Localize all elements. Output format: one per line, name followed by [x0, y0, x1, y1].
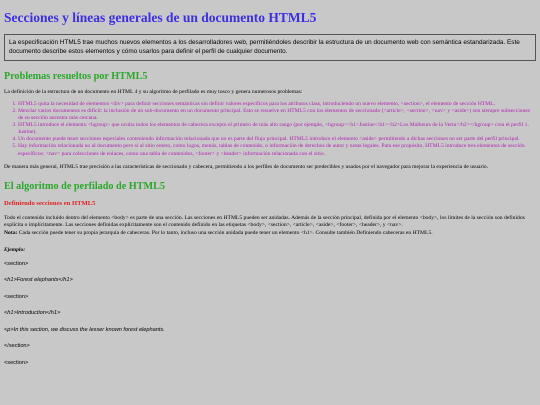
sections-subheading: Definiendo secciones en HTML5: [4, 200, 96, 208]
algorithm-heading: El algoritmo de perfilado de HTML5: [4, 181, 166, 193]
list-item: 3. HTML5 introduce el elemento <hgroup> que oculta todos los elementos de cabecera excepto el primero de más alto rango (por ejemplo, <hgroup><h1>Justine</h1><h2>Los Malheurs de la Vertu</h2></hgroup> crea el perfil 1. Justine).: [18, 122, 536, 136]
problems-heading: Problemas resueltos por HTML5: [4, 71, 148, 83]
sections-paragraph: [4, 215, 536, 237]
code-line: <section>: [4, 293, 29, 300]
note-label: Nota:: [4, 229, 18, 236]
code-line: <h1>Introduction</h1>: [4, 310, 61, 317]
page-title: Secciones y líneas generales de un documento HTML5: [4, 10, 317, 25]
note-text: Cada sección puede tener su propia jerarquía de cabeceras. Por lo tanto, incluso una sección anidada puede tener un elemento <h1>. Consulte también Definiendo cabeceras en HTML5.: [17, 229, 433, 236]
list-item: 4. Un documento puede tener secciones especiales conteniendo información relacionada que no es parte del flujo principal. HTML5 introduce el elemento <aside> permitiendo a dichas secciones no ser parte del perfil principal.: [18, 136, 536, 143]
example-label: Ejemplo:: [4, 246, 26, 253]
problems-lead: La definición de la estructura de un documento en HTML 4 y su algoritmo de perfilado es muy tosco y genera numerosos problemas:: [4, 89, 303, 96]
sections-text: Todo el contenido incluido dentro del elemento <body> es parte de una sección. Las secciones en HTML5 pueden ser anidadas. Además de la sección principal, definida por el elemento <body>, los límites de la sección son definidos explícita o implícitamente. Las secciones definidas explícitamente son el contenido definido en las etiquetas <body>, <section>, <article>, <aside>, <footer>, <header>, y <nav>.: [4, 215, 525, 229]
code-line: <p>In this section, we discuss the lesser known forest elephants.: [4, 326, 165, 333]
code-line: </section>: [4, 343, 30, 350]
intro-summary-box: La especificación HTML5 trae muchos nuevos elementos a los desarrolladores web, permitiéndoles describir la estructura de un documento web con semántica estandarizada. Este documento describe estos elementos y cómo usarlos para definir el perfil de cualquier documento.: [4, 34, 536, 61]
problems-list: [4, 101, 536, 158]
code-line: <section>: [4, 260, 29, 267]
problems-closing: De manera más general, HTML5 trae precisión a las características de seccionado y cabecera, permitiendo a los perfiles de documento ser predecibles y usados por el navegador para mejorar la experiencia de usuario.: [4, 163, 489, 170]
list-item: 2. Mezclar varios documentos es difícil: la inclusión de un sub-documento en un documento principal. Esto se resuelve en HTML5 con los elementos de seccionado (<article>, <section>, <nav> y <aside>) son siempre subsecciones de su sección ancestra más cercana.: [18, 108, 536, 122]
code-line: <section>: [4, 359, 29, 366]
list-item: 1. HTML5 quita la necesidad de elementos <div> para definir secciones semánticas sin definir valores específicos para los atributos class, introduciendo un nuevo elemento, <section>, el elemento de sección HTML.: [18, 101, 536, 108]
code-line: <h1>Forest elephants</h1>: [4, 277, 73, 284]
list-item: 5. Hay información relacionada no al documento pero sí al sitio entero, como logos, menús, tablas de contenido, o información de derechos de autor y notas legales. Para ese propósito, HTML5 introduce tres elementos de sección específicos: <nav> para colecciones de enlaces, como una tabla de contenidos, <footer> y <header> información relacionada con el sitio.: [18, 143, 536, 157]
